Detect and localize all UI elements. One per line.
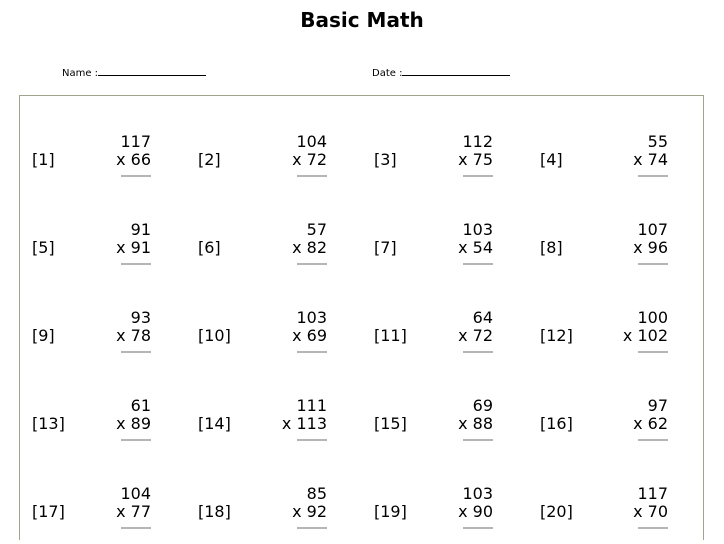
problem-bottom-operand: x 72 xyxy=(292,150,327,169)
problem-top-operand: 103 xyxy=(296,308,327,327)
problem-bottom-operand: x 90 xyxy=(458,502,493,521)
problem-item xyxy=(540,484,668,544)
answer-line[interactable] xyxy=(297,439,327,441)
problem-bottom-operand: x 88 xyxy=(458,414,493,433)
problem-number: [1] xyxy=(32,150,55,169)
problem-bottom-operand: x 72 xyxy=(458,326,493,345)
problem-number: [7] xyxy=(374,238,397,257)
problem-bottom-operand: x 102 xyxy=(622,326,668,345)
problem-top-operand: 93 xyxy=(130,308,151,327)
date-label: Date : xyxy=(372,68,403,79)
problem-bottom-operand: x 77 xyxy=(116,502,151,521)
problem-item xyxy=(198,132,327,192)
problem-top-operand: 97 xyxy=(647,396,668,415)
problem-number: [4] xyxy=(540,150,563,169)
date-blank-line[interactable] xyxy=(402,66,510,76)
problem-top-operand: 91 xyxy=(130,220,151,239)
problem-number: [5] xyxy=(32,238,55,257)
name-label: Name : xyxy=(62,68,99,79)
problem-item xyxy=(374,220,493,280)
problem-number: [6] xyxy=(198,238,221,257)
problem-item xyxy=(198,396,327,456)
problem-item xyxy=(198,308,327,368)
problem-number: [3] xyxy=(374,150,397,169)
problem-top-operand: 111 xyxy=(296,396,327,415)
problem-number: [16] xyxy=(540,414,573,433)
problem-bottom-operand: x 66 xyxy=(116,150,151,169)
problem-number: [19] xyxy=(374,502,407,521)
date-field xyxy=(372,66,510,79)
problem-item xyxy=(32,132,151,192)
problem-number: [9] xyxy=(32,326,55,345)
answer-line[interactable] xyxy=(638,527,668,529)
answer-line[interactable] xyxy=(297,527,327,529)
answer-line[interactable] xyxy=(463,527,493,529)
problem-bottom-operand: x 89 xyxy=(116,414,151,433)
problem-top-operand: 107 xyxy=(637,220,668,239)
name-field xyxy=(62,66,206,79)
problem-item xyxy=(540,396,668,456)
answer-line[interactable] xyxy=(638,439,668,441)
problem-item xyxy=(32,220,151,280)
problem-number: [14] xyxy=(198,414,231,433)
problem-bottom-operand: x 92 xyxy=(292,502,327,521)
answer-line[interactable] xyxy=(638,263,668,265)
problem-item xyxy=(32,396,151,456)
problem-top-operand: 117 xyxy=(120,132,151,151)
problem-top-operand: 57 xyxy=(306,220,327,239)
problem-bottom-operand: x 70 xyxy=(633,502,668,521)
page-title: Basic Math xyxy=(300,8,424,32)
problem-top-operand: 112 xyxy=(462,132,493,151)
problem-bottom-operand: x 82 xyxy=(292,238,327,257)
problem-top-operand: 103 xyxy=(462,220,493,239)
problem-top-operand: 117 xyxy=(637,484,668,503)
problem-item xyxy=(198,220,327,280)
name-blank-line[interactable] xyxy=(98,66,206,76)
answer-line[interactable] xyxy=(463,351,493,353)
problem-item xyxy=(374,484,493,544)
problem-top-operand: 55 xyxy=(647,132,668,151)
problem-top-operand: 100 xyxy=(637,308,668,327)
problem-item xyxy=(198,484,327,544)
problem-item xyxy=(374,308,493,368)
problem-top-operand: 104 xyxy=(120,484,151,503)
answer-line[interactable] xyxy=(297,263,327,265)
problem-number: [2] xyxy=(198,150,221,169)
answer-line[interactable] xyxy=(121,175,151,177)
answer-line[interactable] xyxy=(121,439,151,441)
problem-top-operand: 69 xyxy=(472,396,493,415)
answer-line[interactable] xyxy=(463,439,493,441)
answer-line[interactable] xyxy=(463,175,493,177)
problem-number: [8] xyxy=(540,238,563,257)
problem-top-operand: 85 xyxy=(306,484,327,503)
problem-number: [15] xyxy=(374,414,407,433)
problem-item xyxy=(540,132,668,192)
problem-bottom-operand: x 75 xyxy=(458,150,493,169)
answer-line[interactable] xyxy=(121,351,151,353)
problem-number: [20] xyxy=(540,502,573,521)
problem-number: [10] xyxy=(198,326,231,345)
answer-line[interactable] xyxy=(297,351,327,353)
problem-item xyxy=(32,308,151,368)
problem-bottom-operand: x 62 xyxy=(633,414,668,433)
problem-number: [11] xyxy=(374,326,407,345)
problem-top-operand: 64 xyxy=(472,308,493,327)
answer-line[interactable] xyxy=(121,527,151,529)
problem-bottom-operand: x 74 xyxy=(633,150,668,169)
problem-item xyxy=(540,220,668,280)
problem-item xyxy=(374,132,493,192)
answer-line[interactable] xyxy=(463,263,493,265)
problem-top-operand: 104 xyxy=(296,132,327,151)
answer-line[interactable] xyxy=(638,175,668,177)
answer-line[interactable] xyxy=(297,175,327,177)
answer-line[interactable] xyxy=(638,351,668,353)
problem-bottom-operand: x 78 xyxy=(116,326,151,345)
problem-bottom-operand: x 69 xyxy=(292,326,327,345)
problem-item xyxy=(32,484,151,544)
problem-number: [13] xyxy=(32,414,65,433)
problem-bottom-operand: x 96 xyxy=(633,238,668,257)
problem-bottom-operand: x 91 xyxy=(116,238,151,257)
problem-number: [12] xyxy=(540,326,573,345)
answer-line[interactable] xyxy=(121,263,151,265)
problem-number: [17] xyxy=(32,502,65,521)
problem-bottom-operand: x 113 xyxy=(281,414,327,433)
problem-top-operand: 103 xyxy=(462,484,493,503)
problem-top-operand: 61 xyxy=(130,396,151,415)
problem-number: [18] xyxy=(198,502,231,521)
problem-item xyxy=(374,396,493,456)
problem-bottom-operand: x 54 xyxy=(458,238,493,257)
problem-item xyxy=(540,308,668,368)
